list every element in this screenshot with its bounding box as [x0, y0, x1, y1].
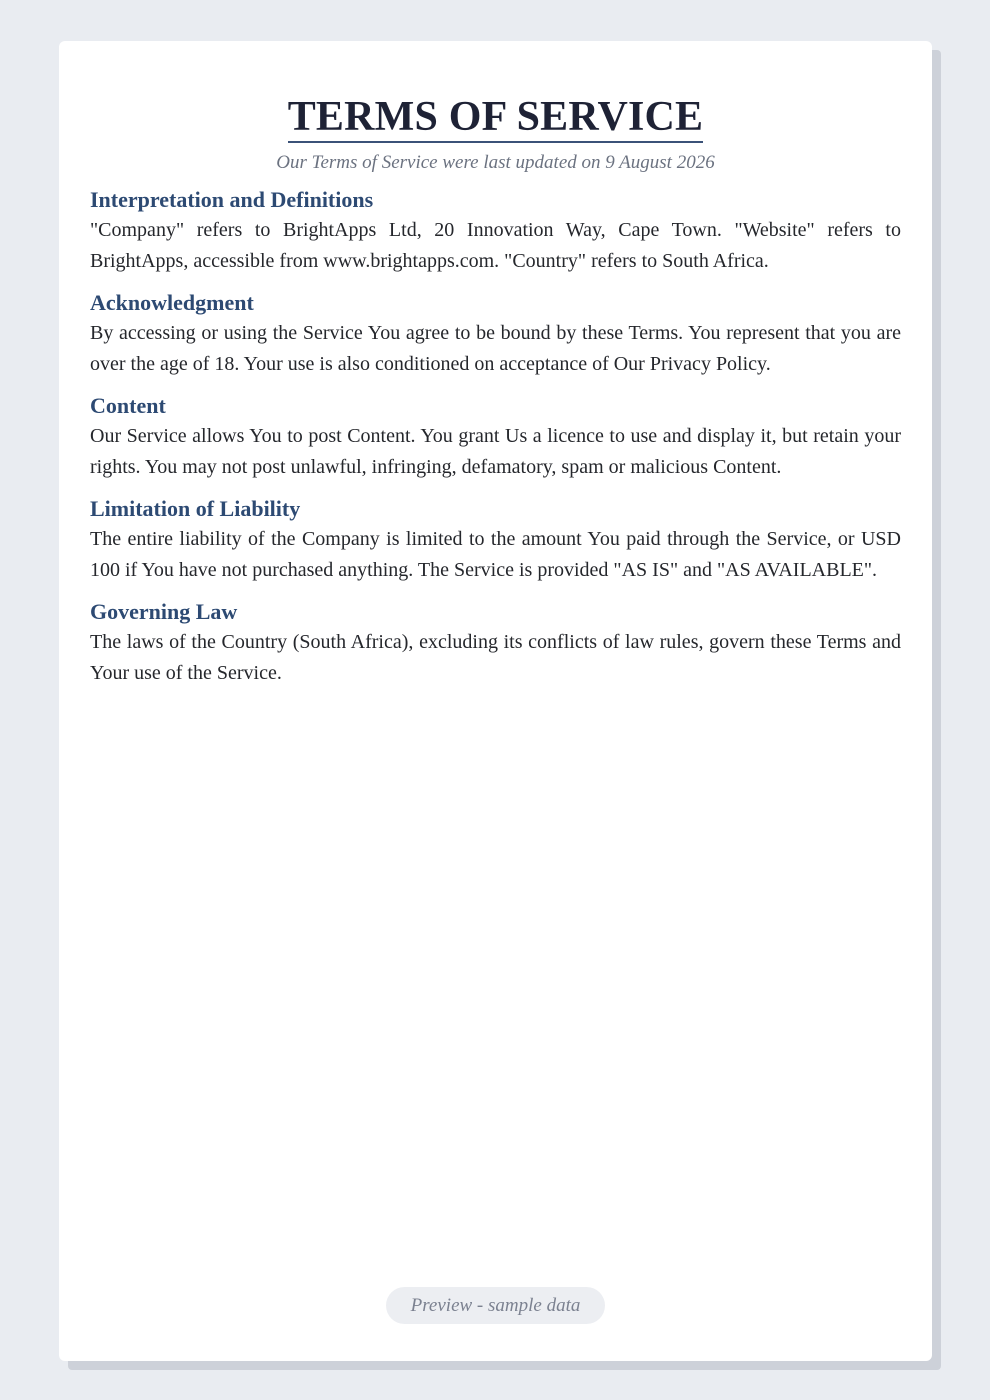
section-heading: Acknowledgment — [90, 290, 254, 315]
section-heading: Limitation of Liability — [90, 496, 301, 521]
section-body: The laws of the Country (South Africa), excluding its conflicts of law rules, govern these Terms and Your use of the Service. — [90, 631, 901, 684]
document-page — [59, 41, 932, 1361]
section-body: "Company" refers to BrightApps Ltd, 20 Innovation Way, Cape Town. "Website" refers to BrightApps, accessible from www.brightapps.com. "Country" refers to South Africa. — [90, 219, 901, 272]
section-content — [90, 391, 901, 482]
last-updated-text: Our Terms of Service were last updated on 9 August 2026 — [276, 152, 715, 173]
page-title: TERMS OF SERVICE — [288, 93, 704, 143]
section-body: By accessing or using the Service You agree to be bound by these Terms. You represent that you are over the age of 18. Your use is also conditioned on acceptance of Our Privacy Policy. — [90, 322, 901, 375]
section-heading: Governing Law — [90, 599, 238, 624]
section-body: The entire liability of the Company is limited to the amount You paid through the Service, or USD 100 if You have not purchased anything. The Service is provided "AS IS" and "AS AVAILABLE". — [90, 528, 901, 581]
title-wrap — [90, 93, 901, 143]
section-acknowledgment — [90, 288, 901, 379]
section-limitation-of-liability — [90, 494, 901, 585]
section-interpretation — [90, 185, 901, 276]
section-heading: Content — [90, 393, 166, 418]
section-heading: Interpretation and Definitions — [90, 187, 374, 212]
section-body: Our Service allows You to post Content. You grant Us a licence to use and display it, but retain your rights. You may not post unlawful, infringing, defamatory, spam or malicious Content. — [90, 425, 901, 478]
section-governing-law — [90, 597, 901, 688]
preview-badge: Preview - sample data — [386, 1287, 605, 1324]
